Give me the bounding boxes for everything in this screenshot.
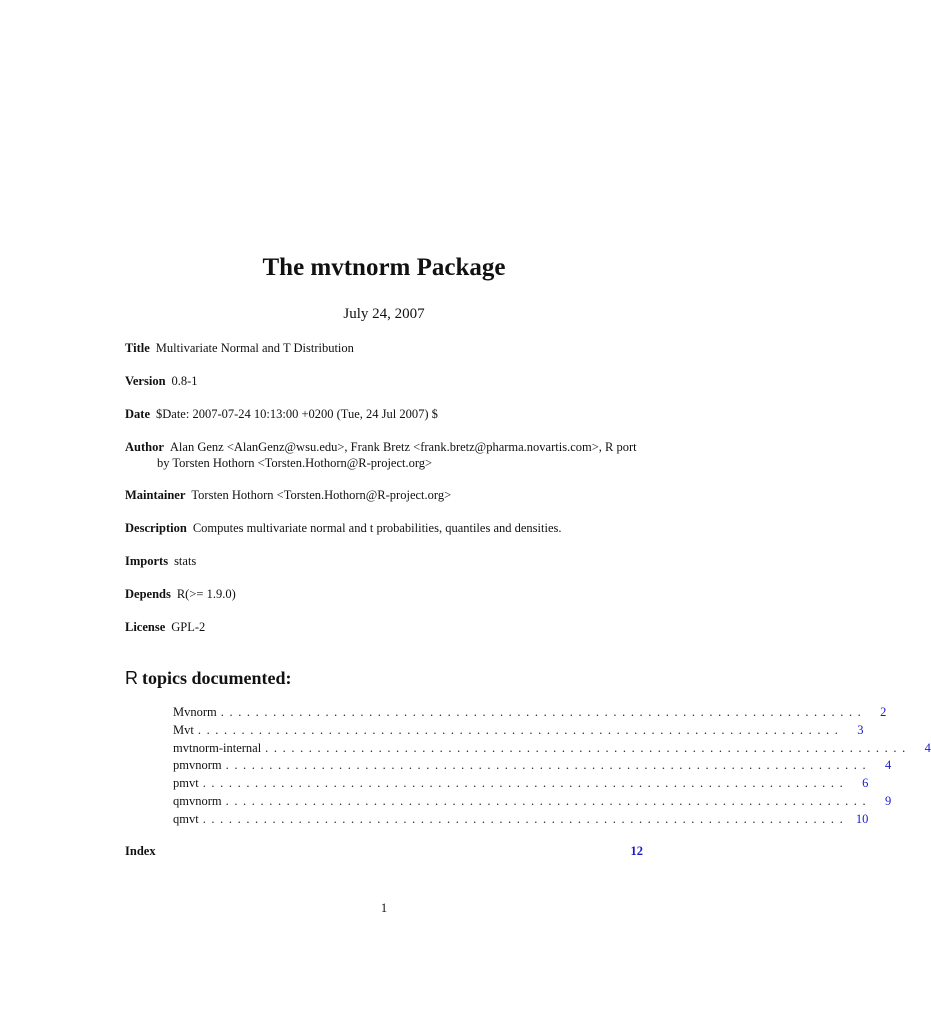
field-value: GPL-2 xyxy=(171,620,206,634)
toc-entry-name[interactable]: mvtnorm-internal xyxy=(173,740,262,755)
toc-entry-page-link[interactable]: 2 xyxy=(880,705,887,719)
toc-leader-dots: .......................................................................... xyxy=(202,776,849,791)
table-of-contents xyxy=(173,704,931,829)
toc-entry-name[interactable]: Mvnorm xyxy=(173,705,217,719)
field-label: Depends xyxy=(125,587,171,601)
index-entry[interactable] xyxy=(125,843,643,859)
field-version xyxy=(125,373,645,389)
field-label: Maintainer xyxy=(125,488,186,502)
document-date: July 24, 2007 xyxy=(343,306,425,322)
field-value: 0.8-1 xyxy=(171,374,198,388)
toc-entry-page-link[interactable]: 10 xyxy=(855,811,869,826)
field-label: Date xyxy=(125,407,150,421)
field-value: Torsten Hothorn <Torsten.Hothorn@R-project.org> xyxy=(191,488,452,502)
field-description xyxy=(125,520,645,536)
index-label[interactable]: Index xyxy=(125,844,156,858)
toc-entry-name[interactable]: pmvt xyxy=(173,776,199,791)
toc-entry-name[interactable]: pmvnorm xyxy=(173,758,222,773)
topics-heading-text: topics documented: xyxy=(142,668,292,688)
toc-entry[interactable] xyxy=(173,757,892,775)
toc-leader-dots: .......................................................................... xyxy=(265,740,911,755)
toc-entry-page-link[interactable]: 9 xyxy=(885,793,892,808)
field-value: stats xyxy=(174,554,197,568)
field-label: Author xyxy=(125,440,164,454)
field-maintainer xyxy=(125,487,645,503)
field-value: R(>= 1.9.0) xyxy=(176,587,236,601)
field-author xyxy=(125,439,645,471)
toc-entry-page-link[interactable]: 4 xyxy=(885,758,892,773)
field-label: Imports xyxy=(125,554,169,568)
field-value-continuation: by Torsten Hothorn <Torsten.Hothorn@R-project.org> xyxy=(157,456,433,470)
toc-entry[interactable] xyxy=(173,704,887,722)
field-value: Alan Genz <AlanGenz@wsu.edu>, Frank Bretz <frank.bretz@pharma.novartis.com>, R port xyxy=(169,440,637,454)
toc-entry-name[interactable]: Mvt xyxy=(173,722,194,737)
document-title: The mvtnorm Package xyxy=(262,254,506,281)
toc-entry[interactable] xyxy=(173,775,869,793)
package-fields xyxy=(125,340,645,652)
toc-leader-dots: .......................................................................... xyxy=(220,705,867,719)
toc-entry[interactable] xyxy=(173,811,869,829)
field-value: $Date: 2007-07-24 10:13:00 +0200 (Tue, 24 Jul 2007) $ xyxy=(156,407,438,421)
field-license xyxy=(125,619,645,635)
field-depends xyxy=(125,586,645,602)
toc-entry[interactable] xyxy=(173,722,864,740)
toc-entry[interactable] xyxy=(173,740,931,758)
toc-leader-dots: .......................................................................... xyxy=(197,722,844,737)
toc-leader-dots: .......................................................................... xyxy=(225,758,872,773)
toc-entry-name[interactable]: qmvnorm xyxy=(173,793,222,808)
toc-leader-dots: .......................................................................... xyxy=(225,793,872,808)
page-number: 1 xyxy=(380,901,388,915)
toc-entry-page-link[interactable]: 3 xyxy=(857,722,864,737)
field-label: Title xyxy=(125,341,150,355)
field-label: Description xyxy=(125,521,187,535)
field-imports xyxy=(125,553,645,569)
field-date xyxy=(125,406,645,422)
toc-entry-page-link[interactable]: 6 xyxy=(862,776,869,791)
field-title xyxy=(125,340,645,356)
field-value: Computes multivariate normal and t probabilities, quantiles and densities. xyxy=(192,521,562,535)
index-page-link[interactable]: 12 xyxy=(630,844,643,858)
toc-entry-page-link[interactable]: 4 xyxy=(924,740,931,755)
toc-entry[interactable] xyxy=(173,793,892,811)
field-label: Version xyxy=(125,374,166,388)
field-label: License xyxy=(125,620,166,634)
toc-leader-dots: .......................................................................... xyxy=(202,811,849,826)
field-value: Multivariate Normal and T Distribution xyxy=(155,341,354,355)
toc-entry-name[interactable]: qmvt xyxy=(173,811,199,826)
topics-heading-r: R xyxy=(125,668,138,688)
topics-heading xyxy=(125,666,292,690)
